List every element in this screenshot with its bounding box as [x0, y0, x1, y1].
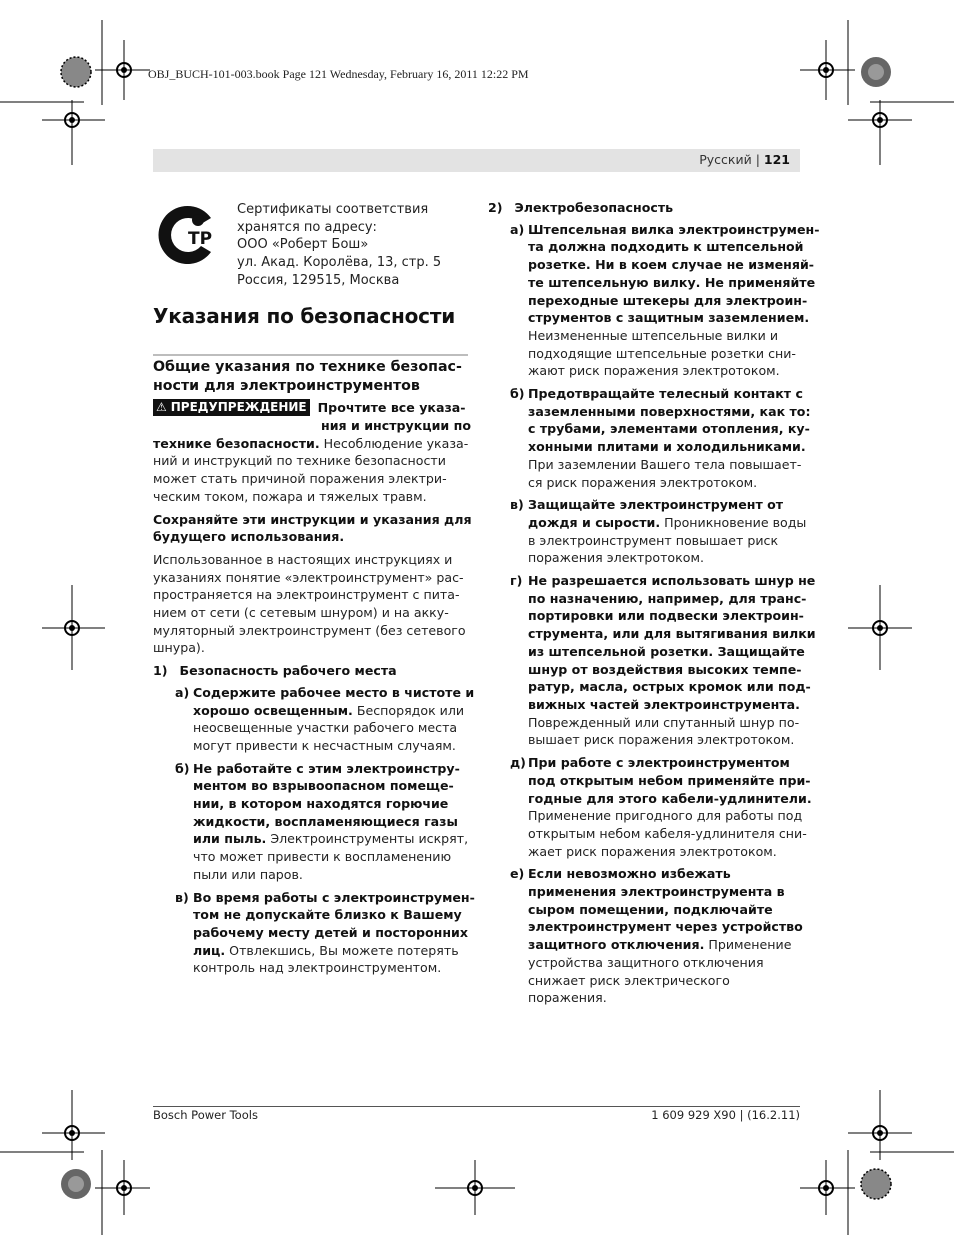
list-item-text-line: что может привести к воспламенению — [193, 849, 452, 865]
list-item-label: д) — [510, 755, 526, 771]
list-item-text-line: пыли или паров. — [193, 866, 303, 882]
list-item-text-line: устройства защитного отключения — [528, 954, 764, 970]
save-instructions-line: Сохраняйте эти инструкции и указания для — [153, 511, 472, 527]
svg-text:ТР: ТР — [187, 229, 213, 249]
list-item-bold-line: по назначению, например, для транс- — [528, 590, 807, 606]
footer-publisher: Bosch Power Tools — [153, 1108, 258, 1122]
list-item-bold-line: применения электроинструмента в — [528, 884, 785, 900]
list-item-label: б) — [510, 386, 525, 402]
list-item-bold-line: портировки или подвески электроин- — [528, 608, 804, 624]
list-item-bold-line: с трубами, элементами отопления, ку- — [528, 421, 810, 437]
list-item-text-line: жает риск поражения электротоком. — [528, 843, 777, 859]
warning-line-3: технике безопасности. Несоблюдение указа- — [153, 435, 469, 451]
warning-badge: ⚠ ПРЕДУПРЕЖДЕНИЕ — [153, 399, 310, 416]
list-item-text-line: вышает риск поражения электротоком. — [528, 732, 795, 748]
warning-line: ческим током, пожара и тяжелых травм. — [153, 488, 427, 504]
list-item-bold-line: рабочему месту детей и посторонних — [193, 924, 468, 940]
subtitle-line: ности для электроинструментов — [153, 378, 420, 394]
list-item-text-line: Неизмененные штепсельные вилки и — [528, 327, 779, 343]
list-item-bold-line: сыром помещении, подключайте — [528, 901, 773, 917]
save-instructions-line: будущего использования. — [153, 529, 345, 545]
definition-line: шнура). — [153, 640, 205, 656]
list-item-label: б) — [175, 760, 190, 776]
subsection-title: Электробезопасность — [514, 200, 674, 215]
cert-line: ул. Акад. Королёва, 13, стр. 5 — [237, 255, 442, 271]
list-item-bold-line: Не работайте с этим электроинстру- — [193, 760, 460, 776]
list-item-bold-line: струментов с защитным заземлением. — [528, 310, 810, 326]
subsection-number: 1) — [153, 663, 168, 679]
warning-bold-text: Прочтите все указа- — [317, 400, 466, 415]
list-item-bold-line: та должна подходить к штепсельной — [528, 239, 804, 255]
subsection-number: 2) — [488, 200, 503, 215]
warning-line-2: ния и инструкции по — [321, 418, 471, 433]
list-item-text-line: поражения электротоком. — [528, 550, 704, 566]
list-item-text-line: ся риск поражения электротоком. — [528, 474, 758, 490]
definition-line: пространяется на электроинструмент с пита- — [153, 587, 460, 603]
list-item-text-line: контроль над электроинструментом. — [193, 960, 442, 976]
list-item-label: а) — [175, 684, 190, 700]
definition-line: муляторный электроинструмент (без сетевого — [153, 622, 466, 638]
list-item-bold-line: хорошо освещенным. Беспорядок или — [193, 702, 465, 718]
print-info-line: OBJ_BUCH-101-003.book Page 121 Wednesday, February 16, 2011 12:22 PM — [148, 67, 529, 81]
list-item-bold-line: защитного отключения. Применение — [528, 937, 792, 953]
list-item-bold-line: Штепсельная вилка электроинструмен- — [528, 221, 820, 237]
definition-line: указаниях понятие «электроинструмент» рас- — [153, 569, 464, 585]
list-item-label: в) — [510, 497, 524, 513]
footer-doc-number: 1 609 929 X90 | (16.2.11) — [651, 1108, 800, 1122]
list-item-text-line: в электроинструмент повышает риск — [528, 532, 779, 548]
list-item-text-line: снижает риск электрического — [528, 972, 730, 988]
header-page-number: 121 — [763, 152, 790, 167]
section-title: Указания по безопасности — [153, 304, 456, 328]
list-item-text-line: Поврежденный или спутанный шнур по- — [528, 714, 800, 730]
list-item-bold-line: заземленными поверхностями, как то: — [528, 403, 811, 419]
cert-line: Россия, 129515, Москва — [237, 272, 400, 288]
list-item-bold-line: дождя и сырости. Проникновение воды — [528, 514, 807, 530]
list-item-bold-line: шнур от воздействия высоких темпе- — [528, 661, 802, 677]
list-item-bold-line: Содержите рабочее место в чистоте и — [193, 684, 475, 700]
list-item-bold-line: Во время работы с электроинструмен- — [193, 889, 475, 905]
list-item-bold-line: под открытым небом применяйте при- — [528, 772, 811, 788]
list-item-bold-line: те штепсельную вилку. Не применяйте — [528, 274, 816, 290]
list-item-bold-line: розетке. Ни в коем случае не изменяй- — [528, 257, 815, 273]
list-item-bold-line: ментом во взрывоопасном помеще- — [193, 778, 454, 794]
definition-line: Использованное в настоящих инструкциях и — [153, 551, 453, 567]
subtitle-line: Общие указания по технике безопас- — [153, 359, 462, 375]
list-item-bold-line: При работе с электроинструментом — [528, 755, 790, 771]
list-item-bold-line: струмента, или для вытягивания вилки — [528, 626, 816, 642]
list-item-text-line: неосвещенные участки рабочего места — [193, 720, 458, 736]
list-item-bold-line: Защищайте электроинструмент от — [528, 497, 784, 513]
header-language: Русский | — [699, 152, 760, 167]
warning-triangle-icon: ⚠ — [156, 400, 167, 414]
list-item-bold-line: вижных частей электроинструмента. — [528, 696, 800, 712]
list-item-text-line: жают риск поражения электротоком. — [528, 363, 780, 379]
list-item-bold-line: годные для этого кабели-удлинители. — [528, 790, 812, 806]
list-item-bold-line: том не допускайте близко к Вашему — [193, 907, 462, 923]
list-item-bold-line: хонными плитами и холодильниками. — [528, 439, 806, 455]
list-item-bold-line: ратур, масла, острых кромок или под- — [528, 679, 811, 695]
list-item-label: г) — [510, 573, 523, 589]
list-item-bold-line: Если невозможно избежать — [528, 866, 731, 882]
list-item-bold-line: или пыль. Электроинструменты искрят, — [193, 831, 469, 847]
list-item-bold-line: Предотвращайте телесный контакт с — [528, 386, 803, 402]
list-item-text-line: открытым небом кабеля-удлинителя сни- — [528, 825, 807, 841]
list-item-bold-line: из штепсельной розетки. Защищайте — [528, 643, 805, 659]
list-item-bold-line: переходные штекеры для электроин- — [528, 292, 808, 308]
cert-line: Сертификаты соответствия — [237, 202, 429, 217]
list-item-text-line: При заземлении Вашего тела повышает- — [528, 456, 802, 472]
cert-line: хранятся по адресу: — [237, 219, 377, 235]
list-item-label: в) — [175, 889, 189, 905]
list-item-label: е) — [510, 866, 525, 882]
list-item-bold-line: Не разрешается использовать шнур не — [528, 573, 816, 589]
cert-line: ООО «Роберт Бош» — [237, 237, 369, 253]
warning-line: может стать причиной поражения электри- — [153, 471, 447, 487]
list-item-bold-line: лиц. Отвлекшись, Вы можете потерять — [193, 942, 459, 958]
definition-line: нием от сети (с сетевым шнуром) и на акку- — [153, 605, 449, 621]
subsection-title: Безопасность рабочего места — [179, 663, 397, 679]
list-item-text-line: поражения. — [528, 990, 607, 1006]
list-item-text-line: подходящие штепсельные розетки сни- — [528, 345, 796, 361]
list-item-bold-line: электроинструмент через устройство — [528, 919, 803, 935]
list-item-text-line: могут привести к несчастным случаям. — [193, 737, 456, 753]
list-item-text-line: Применение пригодного для работы под — [528, 808, 803, 824]
list-item-bold-line: нии, в котором находятся горючие — [193, 796, 449, 812]
warning-line: ний и инструкций по технике безопасности — [153, 453, 446, 469]
list-item-bold-line: жидкости, воспламеняющиеся газы — [193, 813, 458, 829]
list-item-label: а) — [510, 221, 525, 237]
